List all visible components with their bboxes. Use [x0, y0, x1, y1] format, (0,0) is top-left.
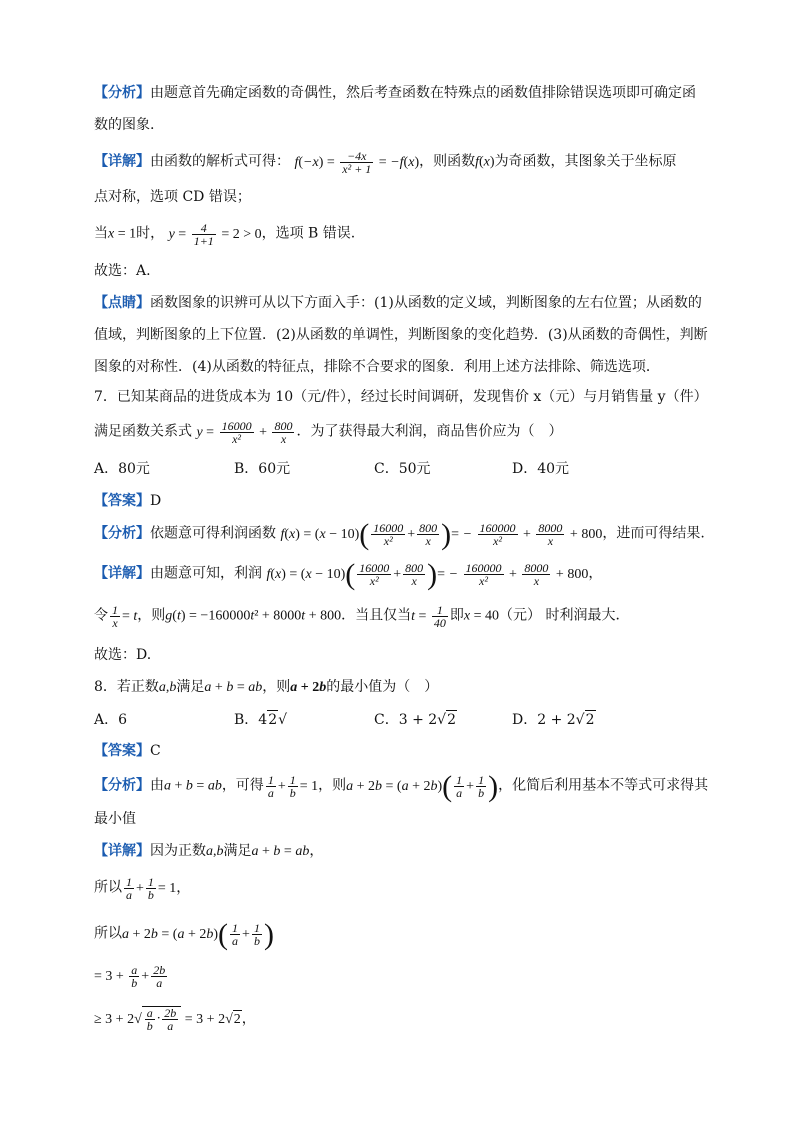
q8-stem: 8．若正数a,b满足a + b = ab，则a + 2b的最小值为（ ） [94, 679, 439, 695]
formula-y-value: y = $\frac{4}{1+1}$ = 2 > 0 [168, 221, 262, 248]
formula-f-neg-x: f(−x) = $\frac{-4x}{\text{x² + 1}}$ = −f(x) [294, 149, 420, 176]
q6-point-line1: 【点睛】函数图象的识辨可从以下方面入手：(1)从函数的定义域，判断图象的左右位置；从函数的 [94, 295, 702, 311]
q8-analysis-line2: 最小值 [94, 811, 136, 827]
q8-detail-line1: 【详解】因为正数a,b满足a + b = ab， [94, 843, 324, 859]
q7-option-a: A．80元 [94, 461, 150, 477]
q7-option-c: C．50元 [374, 461, 431, 477]
q8-detail-line3: 所以a + 2b = (a + 2b)( $\frac{1}{a}$ + $\frac{1}{b}$ ) [94, 917, 274, 951]
q7-choose: 故选：D. [94, 647, 152, 663]
q7-let: 令 $\frac{1}{x}$ = t，则g(t) = −160000t² + 8000t + 800．当且仅当t = $\frac{1}{40}$ 即x = 40（元） 时利润最大． [94, 603, 630, 630]
q6-point-line3: 图象的对称性．(4)从函数的特征点，排除不合要求的图象．利用上述方法排除、筛选选项． [94, 359, 660, 375]
q8-option-b: B．42√ [234, 712, 288, 728]
q6-analysis-line2: 数的图象. [94, 117, 155, 133]
q8-option-c: C．3 + 2√2 [374, 712, 457, 728]
q8-options [94, 710, 596, 729]
q8-analysis-line1: 【分析】由a + b = ab，可得 $\frac{1}{a}$ + $\frac{1}{b}$ = 1，则a + 2b = (a + 2b)( $\frac{1}{a}$ + $\frac{1}{b}$ )，化简后利用基本不等式可求得其 [94, 769, 709, 803]
q8-option-d: D．2 + 2√2 [512, 712, 595, 728]
q6-point-line2: 值域，判断图象的上下位置．(2)从函数的单调性，判断图象的变化趋势．(3)从函数的奇偶性，判断 [94, 327, 708, 343]
q7-stem-line1: 7．已知某商品的进货成本为 10（元/件），经过长时间调研，发现售价 x（元）与月销售量 y（件） [94, 389, 708, 405]
q7-stem-line2: 满足函数关系式 y = $\frac{16000}{\text{x²}}$ + $\frac{800}{x}$ ．为了获得最大利润，商品售价应为（ ） [94, 419, 563, 446]
q7-analysis: 【分析】依题意可得利润函数 f(x) = (x − 10)( $\frac{16000}{\text{x²}}$ + $\frac{800}{x}$ )= − $\frac{160000}{\text{x²}}$ + $\frac{8000}{x}$ + 800，进而可得结果. [94, 517, 705, 551]
q8-answer: 【答案】C [94, 743, 161, 759]
q7-option-d: D．40元 [512, 461, 570, 477]
q6-choose: 故选：A. [94, 263, 151, 279]
formula-profit-2: f(x) = (x − 10)( $\frac{16000}{\text{x²}}$ + $\frac{800}{x}$ )= − $\frac{160000}{\text{x²}}$ + $\frac{8000}{x}$ + 800 [266, 557, 589, 591]
q6-detail-line3: 当x = 1时， y = $\frac{4}{1+1}$ = 2 > 0，选项 B 错误. [94, 221, 356, 248]
formula-profit: f(x) = (x − 10)( $\frac{16000}{\text{x²}}$ + $\frac{800}{x}$ )= − $\frac{160000}{\text{x²}}$ + $\frac{8000}{x}$ + 800 [280, 517, 603, 551]
q7-options [94, 460, 569, 478]
q6-detail-line2: 点对称，选项 CD 错误； [94, 189, 251, 205]
q8-detail-line4: = 3 + $\frac{a}{b}$ + $\frac{2b}{a}$ [94, 963, 166, 990]
q7-answer: 【答案】D [94, 493, 162, 509]
q8-detail-line5: ≥ 3 + 2√ $\frac{a}{b}$ · $\frac{2b}{a}$ = 3 + 2√2， [94, 1006, 256, 1033]
q6-analysis-line1: 【分析】由题意首先确定函数的奇偶性，然后考查函数在特殊点的函数值排除错误选项即可确定函 [94, 85, 696, 101]
q6-detail-line1: 【详解】由函数的解析式可得： f(−x) = $\frac{-4x}{\text{x² + 1}}$ = −f(x)，则函数f(x)为奇函数，其图象关于坐标原 [94, 149, 677, 176]
formula-sales: y = $\frac{16000}{\text{x²}}$ + $\frac{800}{x}$ [196, 419, 293, 446]
q8-option-a: A．6 [94, 712, 128, 728]
q8-detail-line2: 所以 $\frac{1}{a}$ + $\frac{1}{b}$ = 1， [94, 875, 191, 902]
q7-option-b: B．60元 [234, 461, 291, 477]
q7-detail: 【详解】由题意可知，利润 f(x) = (x − 10)( $\frac{16000}{\text{x²}}$ + $\frac{800}{x}$ )= − $\frac{160000}{\text{x²}}$ + $\frac{8000}{x}$ + 800， [94, 557, 603, 591]
analysis-tag: 【分析】 [94, 85, 150, 101]
